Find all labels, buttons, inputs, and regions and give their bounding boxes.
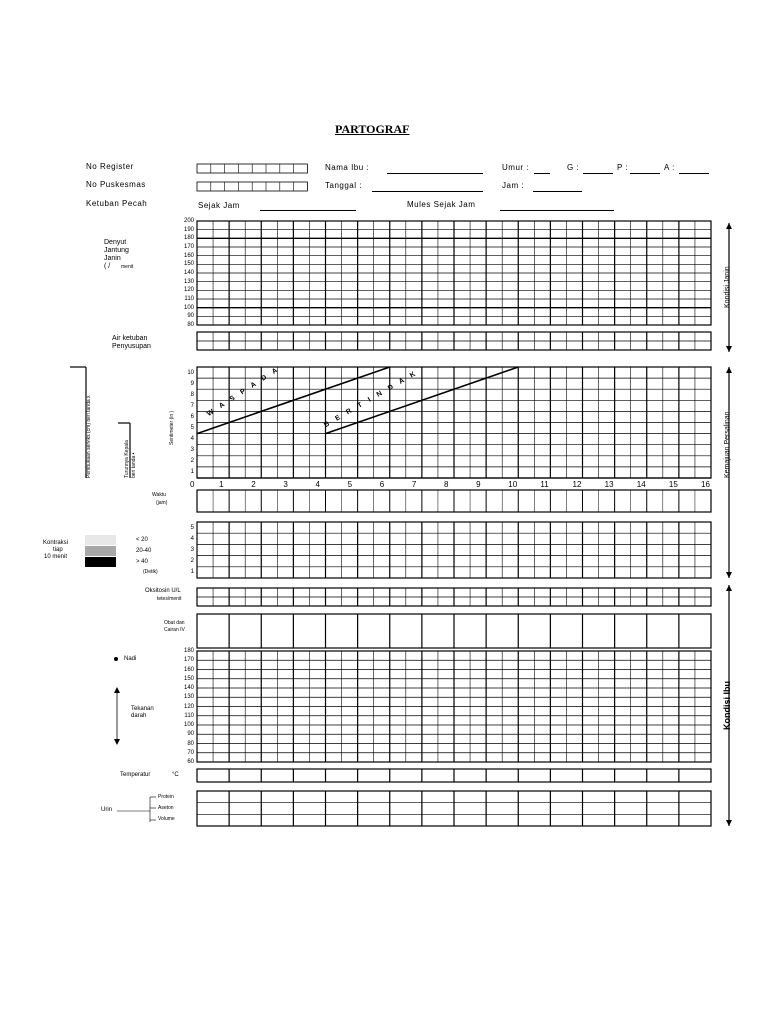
fhr-tick-170: 170 [183, 244, 194, 250]
hour-label-0: 0 [190, 480, 195, 489]
cervix-side-label-1: Pembukaan serviks (cm) beri tanda x [86, 395, 92, 478]
legend-gt40: > 40 [136, 559, 148, 565]
legend-swatch-mid [85, 546, 116, 556]
hour-label-6: 6 [379, 480, 385, 489]
oksitosin-unit: tetes/menit [157, 596, 182, 602]
fhr-tick-120: 120 [183, 287, 194, 294]
cervix-tick-5: 5 [190, 425, 194, 432]
fhr-label-1: Denyut [104, 239, 127, 246]
no-puskesmas-label: No Puskesmas [86, 180, 146, 189]
legend-lt20: < 20 [136, 537, 148, 543]
arrow-down-icon [726, 346, 732, 352]
umur-label: Umur : [502, 163, 529, 172]
hour-label-5: 5 [347, 480, 353, 489]
hour-label-3: 3 [283, 480, 288, 489]
nadi-dot-icon [114, 657, 118, 661]
vitals-tick-180: 180 [183, 648, 194, 654]
ketuban-pecah-label: Ketuban Pecah [86, 199, 148, 208]
cervix-ylabel: Sentimeter (in ) [169, 410, 175, 445]
bertindak-label: B E R T I N D A K [323, 369, 420, 430]
sejak-jam-field[interactable] [260, 210, 356, 211]
tekanan-label-2: darah [131, 713, 147, 719]
fhr-tick-190: 190 [183, 226, 194, 233]
cervix-tick-6: 6 [190, 413, 194, 420]
air-ketuban-label: Air ketuban [112, 335, 148, 342]
vitals-tick-120: 120 [183, 703, 194, 710]
umur-field[interactable] [534, 173, 550, 174]
fhr-label-4b: menit [121, 264, 134, 270]
kontraksi-tick-5: 5 [190, 524, 194, 531]
page-title: PARTOGRAF [335, 122, 410, 136]
hour-label-13: 13 [604, 480, 614, 489]
hour-label-1: 1 [219, 480, 224, 489]
vitals-tick-170: 170 [183, 657, 194, 664]
obat-label-2: Cairan IV [164, 627, 185, 633]
kontraksi-tick-3: 3 [190, 547, 194, 553]
legend-swatch-light [85, 535, 116, 545]
hour-label-7: 7 [411, 480, 417, 489]
legend-2040: 20-40 [136, 548, 152, 554]
fhr-label-4: ( / [104, 263, 111, 270]
fhr-label-3: Janin [104, 255, 121, 262]
vitals-tick-130: 130 [183, 694, 194, 701]
detik-label: (Detik) [143, 569, 158, 575]
waktu-unit: (jam) [156, 500, 168, 506]
nama-ibu-label: Nama Ibu : [325, 163, 370, 172]
fhr-tick-200: 200 [183, 218, 194, 224]
hour-label-10: 10 [508, 480, 518, 489]
arrow-up-icon [726, 367, 732, 373]
tekanan-label-1: Tekanan [131, 706, 154, 712]
vitals-tick-100: 100 [183, 722, 194, 728]
kondisi-janin-label: Kondisi Janin [724, 266, 731, 308]
hour-label-2: 2 [251, 480, 256, 489]
arrow-up-icon [726, 223, 732, 229]
obat-label-1: Obat dan [164, 620, 185, 626]
vitals-tick-150: 150 [183, 675, 194, 682]
g-label: G : [567, 163, 580, 172]
cervix-tick-4: 4 [190, 436, 194, 443]
kondisi-ibu-label: Kondisi Ibu [722, 681, 732, 730]
vitals-tick-110: 110 [184, 712, 194, 719]
vitals-tick-70: 70 [187, 749, 194, 756]
hour-label-4: 4 [315, 480, 320, 489]
hour-label-14: 14 [636, 480, 646, 489]
protein-label: Protein [158, 794, 174, 800]
p-label: P : [617, 163, 629, 172]
fhr-tick-140: 140 [183, 270, 194, 276]
vitals-tick-80: 80 [187, 740, 194, 747]
cervix-tick-8: 8 [190, 391, 194, 398]
a-label: A : [664, 163, 675, 172]
hour-label-8: 8 [444, 480, 449, 489]
cervix-tick-9: 9 [190, 380, 194, 387]
fhr-tick-110: 110 [184, 296, 194, 302]
fhr-tick-130: 130 [183, 278, 194, 285]
cervix-tick-2: 2 [190, 458, 194, 465]
kontraksi-label-3: 10 menit [44, 554, 68, 560]
cervix-tick-7: 7 [190, 402, 194, 409]
hour-label-11: 11 [540, 480, 549, 489]
volume-label: Volume [158, 816, 175, 822]
oksitosin-label: Oksitosin U/L [145, 588, 181, 594]
temperatur-label: Temperatur [120, 772, 151, 778]
tanggal-field[interactable] [372, 191, 483, 192]
cervix-tick-10: 10 [187, 369, 194, 376]
a-field[interactable] [679, 173, 709, 174]
vitals-tick-90: 90 [187, 731, 194, 738]
hour-label-12: 12 [572, 480, 582, 489]
penyusupan-label: Penyusupan [112, 343, 151, 350]
temperatur-unit: °C [172, 772, 179, 778]
cervix-side-label-3: beri tanda • [131, 452, 137, 478]
arrow-up-icon [114, 687, 120, 693]
g-field[interactable] [583, 173, 613, 174]
no-register-label: No Register [86, 162, 134, 171]
fhr-tick-80: 80 [187, 322, 194, 328]
kemajuan-persalinan-label: Kemajuan Persalinan [724, 411, 731, 478]
nama-ibu-field[interactable] [387, 173, 483, 174]
nadi-label: Nadi [124, 656, 137, 662]
hour-label-9: 9 [476, 480, 481, 489]
kontraksi-label-2: tiap [53, 547, 63, 553]
sejak-jam-label: Sejak Jam [198, 201, 240, 210]
waktu-label: Waktu [152, 492, 166, 498]
hour-label-16: 16 [701, 480, 710, 489]
tanggal-label: Tanggal : [325, 181, 362, 190]
aseton-label: Aseton [158, 805, 174, 811]
cervix-tick-1: 1 [190, 469, 194, 476]
jam-label: Jam : [502, 181, 525, 190]
arrow-up-icon [726, 585, 732, 591]
cervix-side-label-2: Turunnya Kepala [124, 440, 130, 478]
waspada-label: W A S P A D A [206, 365, 282, 418]
p-field[interactable] [630, 173, 660, 174]
fhr-tick-150: 150 [183, 261, 194, 268]
vitals-tick-160: 160 [183, 666, 194, 673]
legend-swatch-dark [85, 557, 116, 567]
mules-sejak-jam-field[interactable] [500, 210, 614, 211]
fhr-tick-160: 160 [183, 252, 194, 259]
mules-sejak-jam-label: Mules Sejak Jam [407, 200, 476, 209]
hour-label-15: 15 [668, 480, 678, 489]
arrow-down-icon [726, 820, 732, 826]
fhr-label-2: Jantung [104, 247, 129, 254]
kontraksi-tick-4: 4 [190, 535, 194, 542]
kontraksi-label-1: Kontraksi [43, 540, 69, 546]
fhr-tick-100: 100 [183, 304, 194, 311]
vitals-tick-60: 60 [187, 759, 194, 765]
arrow-down-icon [114, 739, 120, 745]
arrow-down-icon [726, 572, 732, 578]
kontraksi-tick-1: 1 [190, 569, 194, 576]
urin-label: Urin [101, 807, 113, 813]
jam-field[interactable] [533, 191, 582, 192]
cervix-tick-3: 3 [190, 447, 194, 454]
fhr-tick-90: 90 [187, 313, 194, 320]
fhr-tick-180: 180 [183, 235, 194, 242]
vitals-tick-140: 140 [183, 685, 194, 691]
kontraksi-tick-2: 2 [190, 558, 194, 565]
